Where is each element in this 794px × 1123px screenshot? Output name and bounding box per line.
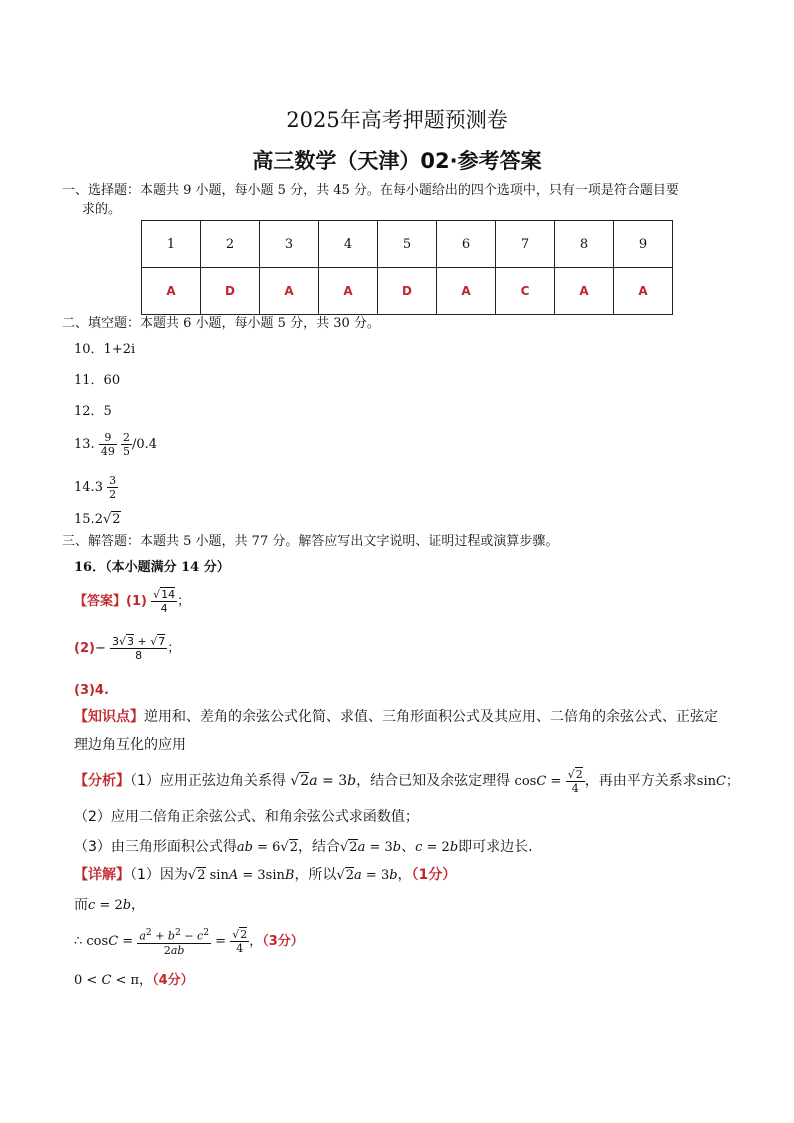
- fraction: $\frac{3√3 + √7}{8}$: [111, 635, 166, 662]
- fraction: $\frac{9}{49}$: [100, 431, 115, 458]
- answer-14: [74, 473, 118, 503]
- score-note: （1分）: [411, 867, 457, 883]
- answer-table-cell: 9: [614, 221, 673, 268]
- radicand: 2: [112, 512, 121, 527]
- answer-table-cell: A: [319, 268, 378, 315]
- question-16-heading: 16．（本小题满分 14 分）: [74, 560, 230, 575]
- answer-table-cell: 1: [142, 221, 201, 268]
- fraction: $\frac{√14}{4}$: [153, 588, 176, 615]
- score-note: （3分）: [262, 934, 304, 949]
- answer-tag: 【答案】: [74, 594, 127, 609]
- detail-line-1: 【详解】（1）因为√2 sinA = 3sinB，所以√2a = 3b，（1分）: [74, 867, 457, 883]
- knowledge-tag: 【知识点】: [74, 709, 144, 725]
- answer-block-2: (2)− $\frac{3√3 + √7}{8}$ ；: [74, 635, 181, 662]
- analysis-line-3: （3）由三角形面积公式得ab = 6√2，结合√2a = 3b、c = 2b即可求边长.: [74, 839, 533, 855]
- answer-value: 60: [103, 373, 121, 388]
- detail-line-4: 0 < C < π，（4分）: [74, 973, 194, 988]
- answer-table-cell: 4: [319, 221, 378, 268]
- answer-table-cell: C: [496, 268, 555, 315]
- question-number: 13.: [74, 437, 95, 452]
- section3-heading: 三、解答题：本题共 5 小题，共 77 分。解答应写出文字说明、证明过程或演算步骤。: [62, 534, 559, 549]
- answer-15: 15.2√2: [74, 512, 121, 527]
- analysis-line-1: 【分析】（1）应用正弦边角关系得 √2a = 3b，结合已知及余弦定理得 cosC = $\frac{√2}{4}$ ，再由平方关系求sinC；: [74, 767, 739, 795]
- answer-table-cell: 8: [555, 221, 614, 268]
- answer-table-cell: 2: [201, 221, 260, 268]
- fraction: $\frac{a^2 + b^2 - c^2}{2ab}$: [139, 927, 210, 957]
- question-number: 14.: [74, 480, 95, 495]
- answer-table-cell: D: [378, 268, 437, 315]
- part-label: (1): [126, 594, 147, 609]
- answer-table-cell: A: [260, 268, 319, 315]
- answer-part-3: (3)4.: [74, 683, 109, 698]
- knowledge-line-cont: 理边角互化的应用: [74, 737, 186, 753]
- detail-line-2: 而c = 2b，: [74, 897, 146, 913]
- answer-table-cell: 5: [378, 221, 437, 268]
- answer-value: 3: [94, 480, 103, 495]
- fraction: $\frac{√2}{4}$: [232, 928, 248, 955]
- answer-table-cell: A: [437, 268, 496, 315]
- answer-12: [74, 403, 112, 421]
- answer-table-number-row: [142, 221, 673, 268]
- knowledge-line: 【知识点】逆用和、差角的余弦公式化简、求值、三角形面积公式及其应用、二倍角的余弦公式、正弦定: [74, 709, 718, 725]
- question-number: 15.: [74, 512, 95, 527]
- answer-value: 2: [94, 512, 103, 527]
- section1-heading-cont: 求的。: [82, 202, 122, 217]
- detail-tag: 【详解】: [74, 867, 130, 883]
- answer-table-cell: A: [555, 268, 614, 315]
- answer-table-cell: 7: [496, 221, 555, 268]
- part-label: (2): [74, 641, 95, 656]
- answer-block-1: 【答案】(1) $\frac{√14}{4}$ ；: [74, 588, 191, 615]
- fraction: $\frac{3}{2}$: [109, 474, 117, 501]
- answer-table-cell: A: [614, 268, 673, 315]
- question-number: 11．: [74, 373, 104, 388]
- analysis-line-2: （2）应用二倍角正余弦公式、和角余弦公式求函数值；: [74, 809, 419, 825]
- answer-table-cell: A: [142, 268, 201, 315]
- answer-11: [74, 372, 120, 390]
- answer-value: 1+2i: [103, 342, 136, 357]
- answer-10: [74, 341, 135, 359]
- answer-table-cell: 6: [437, 221, 496, 268]
- answer-13: [74, 430, 157, 460]
- answer-table-cell: D: [201, 268, 260, 315]
- section2-heading: 二、填空题：本题共 6 小题，每小题 5 分，共 30 分。: [62, 316, 380, 331]
- answer-table-cell: 3: [260, 221, 319, 268]
- question-number: 10．: [74, 342, 104, 357]
- analysis-tag: 【分析】: [74, 773, 130, 789]
- score-note: （4分）: [152, 973, 194, 988]
- answer-table: [141, 220, 673, 315]
- answer-value: /0.4: [131, 437, 158, 452]
- fraction: $\frac{2}{5}$: [122, 431, 130, 458]
- page-title: 2025年高考押题预测卷: [286, 108, 508, 132]
- fraction: $\frac{√2}{4}$: [567, 767, 583, 795]
- answer-table-answer-row: [142, 268, 673, 315]
- answer-value: 5: [103, 404, 112, 419]
- section1-heading: 一、选择题：本题共 9 小题，每小题 5 分，共 45 分。在每小题给出的四个选项中，只有一项是符合题目要: [62, 183, 679, 198]
- question-number: 12．: [74, 404, 104, 419]
- detail-line-3: ∴ cosC = $\frac{a^2 + b^2 - c^2}{2ab}$ = $\frac{√2}{4}$ ，（3分）: [74, 927, 304, 957]
- page-subtitle: 高三数学（天津）02·参考答案: [252, 149, 542, 173]
